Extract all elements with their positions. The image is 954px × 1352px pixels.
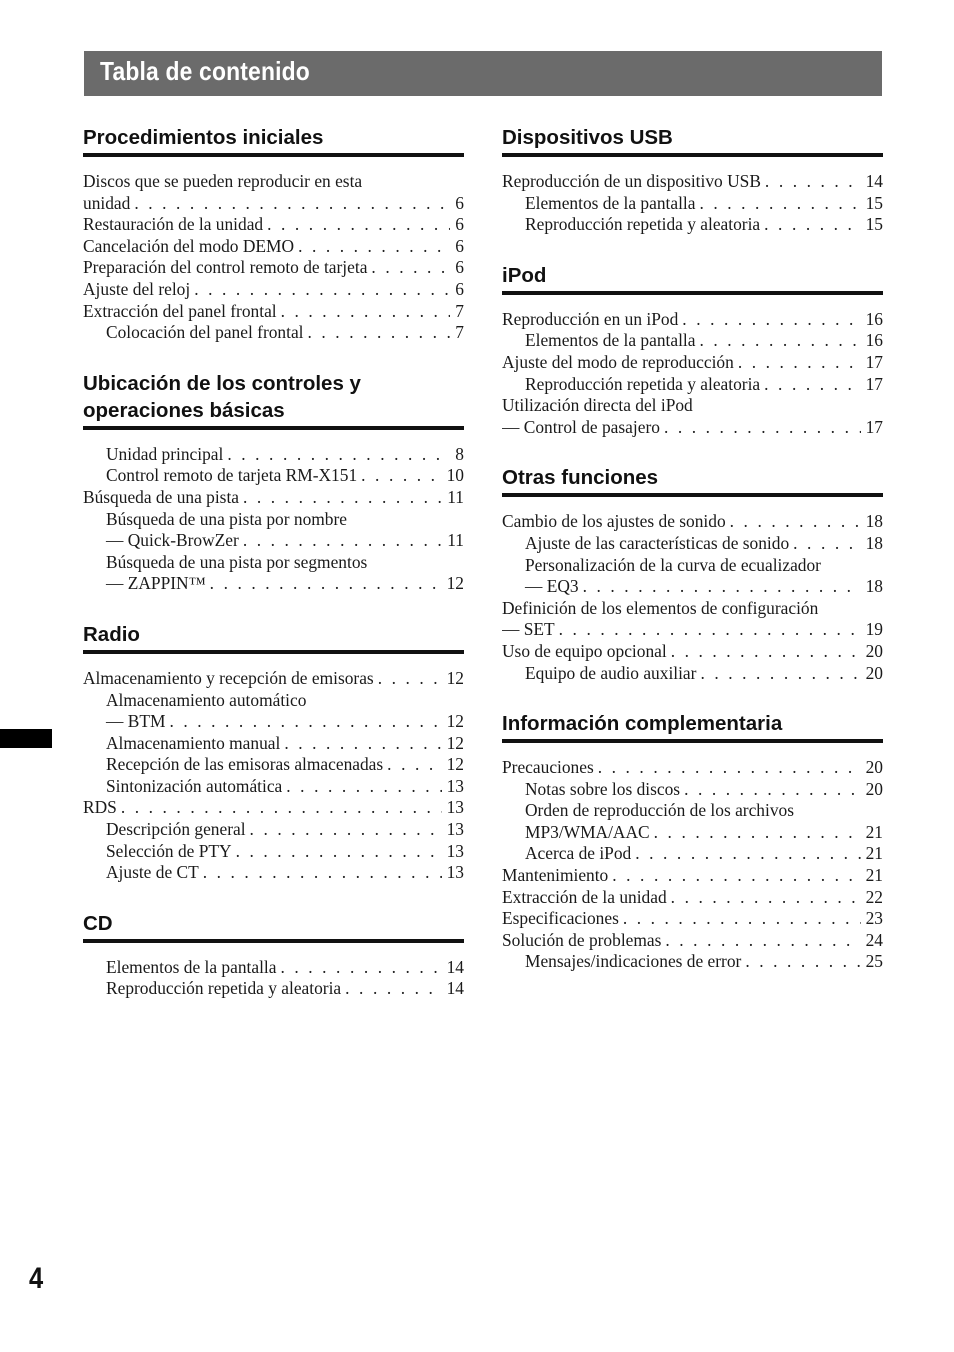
section-rule [83, 426, 464, 430]
toc-left-column [83, 124, 464, 1026]
toc-entry[interactable] [502, 641, 883, 663]
toc-entry-page: 19 [865, 619, 883, 640]
toc-entry-text: Orden de reproducción de los archivos [525, 800, 794, 821]
toc-entry[interactable] [83, 322, 464, 344]
dot-leader [371, 257, 450, 279]
page-title: Tabla de contenido [100, 56, 310, 86]
toc-entry-page: 14 [446, 956, 464, 977]
toc-entry-text: Utilización directa del iPod [502, 395, 693, 416]
toc-entry-text: Búsqueda de una pista por segmentos [106, 551, 368, 572]
toc-entry[interactable] [83, 444, 464, 466]
toc-entry[interactable] [502, 193, 883, 215]
toc-entry[interactable] [83, 552, 464, 574]
toc-entry[interactable] [83, 257, 464, 279]
toc-entry-page: 18 [865, 511, 883, 532]
toc-entry-text: Reproducción en un iPod [502, 308, 679, 329]
toc-section [502, 464, 883, 684]
dot-leader [267, 214, 450, 236]
dot-leader [699, 193, 860, 215]
toc-entry-text: Elementos de la pantalla [106, 956, 277, 977]
toc-entry[interactable] [83, 862, 464, 884]
dot-leader [654, 822, 861, 844]
section-rule [502, 153, 883, 157]
section-tab-marker [0, 729, 52, 748]
toc-entry[interactable] [502, 930, 883, 952]
toc-entry[interactable] [83, 487, 464, 509]
section-rule [83, 939, 464, 943]
toc-section [83, 370, 464, 595]
toc-section [502, 710, 883, 973]
toc-entry[interactable] [502, 663, 883, 685]
toc-entry-page: 15 [865, 192, 883, 213]
dot-leader [765, 171, 861, 193]
toc-entry-page: 12 [446, 573, 464, 594]
toc-entry-text: Colocación del panel frontal [106, 322, 304, 343]
toc-section [83, 124, 464, 344]
dot-leader [699, 330, 860, 352]
toc-entry-page: 21 [865, 843, 883, 864]
toc-entry[interactable] [502, 800, 883, 822]
dot-leader [169, 711, 441, 733]
toc-entry-text: — BTM [106, 711, 166, 732]
toc-entry-text: Precauciones [502, 757, 594, 778]
toc-entry[interactable] [83, 957, 464, 979]
toc-entry-page: 12 [446, 754, 464, 775]
toc-entry[interactable] [502, 352, 883, 374]
dot-leader [203, 862, 442, 884]
toc-entry-page: 16 [865, 308, 883, 329]
toc-entry-text: Reproducción de un dispositivo USB [502, 171, 761, 191]
dot-leader [134, 193, 450, 215]
toc-entry[interactable] [502, 330, 883, 352]
section-rule [83, 153, 464, 157]
toc-right-column [502, 124, 883, 999]
toc-entry-page: 13 [446, 862, 464, 883]
dot-leader [243, 530, 442, 552]
toc-entry-text: Ajuste de las características de sonido [525, 532, 790, 553]
toc-entry[interactable] [502, 171, 883, 193]
toc-entry-text: — SET [502, 619, 555, 640]
section-rule [502, 493, 883, 497]
toc-entry[interactable] [83, 733, 464, 755]
section-title: CD [83, 911, 113, 935]
toc-entry-text: Extracción de la unidad [502, 886, 667, 907]
dot-leader [682, 309, 860, 331]
toc-entry[interactable] [83, 711, 464, 733]
toc-entry-page: 20 [865, 662, 883, 683]
toc-entry[interactable] [83, 279, 464, 301]
toc-entry-page: 20 [865, 778, 883, 799]
toc-entry[interactable] [502, 214, 883, 236]
toc-entry[interactable] [83, 214, 464, 236]
dot-leader [280, 957, 441, 979]
dot-leader [194, 279, 450, 301]
toc-entry-page: 16 [865, 330, 883, 351]
dot-leader [793, 533, 860, 555]
toc-entry-text: — ZAPPIN™ [106, 573, 206, 594]
toc-entry-page: 6 [455, 192, 464, 213]
toc-entry-page: 25 [865, 951, 883, 972]
section-title: Información complementaria [502, 712, 783, 736]
toc-entry[interactable] [502, 822, 883, 844]
toc-entry-page: 10 [446, 465, 464, 486]
toc-entry-text: Ajuste del modo de reproducción [502, 351, 734, 372]
toc-entry[interactable] [83, 573, 464, 595]
toc-entry-page: 21 [865, 865, 883, 886]
dot-leader [210, 573, 442, 595]
toc-section [502, 262, 883, 439]
dot-leader [387, 754, 441, 776]
dot-leader [250, 819, 442, 841]
section-rule [83, 650, 464, 654]
toc-entry[interactable] [502, 555, 883, 577]
toc-entry-text: Reproducción repetida y aleatoria [106, 978, 342, 999]
toc-entry[interactable] [502, 908, 883, 930]
toc-entry-page: 12 [446, 667, 464, 688]
toc-entry[interactable] [83, 236, 464, 258]
toc-entry-text: Recepción de las emisoras almacenadas [106, 754, 384, 775]
toc-entry-page: 20 [865, 640, 883, 661]
toc-entry-page: 11 [447, 530, 464, 551]
dot-leader [671, 887, 861, 909]
toc-entry[interactable] [83, 819, 464, 841]
toc-entry-text: Almacenamiento manual [106, 732, 281, 753]
toc-entry-page: 6 [455, 235, 464, 256]
toc-entry-text: Extracción del panel frontal [83, 300, 277, 321]
dot-leader [700, 663, 860, 685]
toc-entry-text: Personalización de la curva de ecualizador [525, 554, 821, 575]
toc-entry-text: Almacenamiento y recepción de emisoras [83, 667, 374, 688]
toc-entry-text: — Control de pasajero [502, 416, 660, 437]
page-number: 4 [29, 1262, 44, 1295]
toc-entry-text: Reproducción repetida y aleatoria [525, 214, 761, 235]
toc-entry[interactable] [83, 171, 464, 193]
dot-leader [671, 641, 861, 663]
toc-entry-text: Ajuste de CT [106, 862, 199, 883]
toc-entry-text: Preparación del control remoto de tarjeta [83, 257, 368, 278]
toc-entry-text: Equipo de audio auxiliar [525, 662, 697, 683]
dot-leader [583, 576, 861, 598]
toc-entry-text: Elementos de la pantalla [525, 192, 696, 213]
toc-entry[interactable] [502, 757, 883, 779]
toc-entry-page: 18 [865, 576, 883, 597]
dot-leader [243, 487, 442, 509]
dot-leader [345, 978, 441, 1000]
toc-entry-page: 7 [455, 300, 464, 321]
toc-entry-text: unidad [83, 192, 131, 213]
dot-leader [635, 843, 860, 865]
toc-entry[interactable] [83, 193, 464, 215]
toc-entry[interactable] [502, 374, 883, 396]
dot-leader [730, 511, 861, 533]
dot-leader [745, 951, 860, 973]
dot-leader [284, 733, 441, 755]
toc-entry-text: Notas sobre los discos [525, 778, 681, 799]
toc-entry-text: — Quick-BrowZer [106, 530, 239, 551]
toc-entry-page: 6 [455, 257, 464, 278]
dot-leader [764, 214, 860, 236]
toc-entry-page: 18 [865, 532, 883, 553]
toc-entry-text: Restauración de la unidad [83, 214, 264, 235]
toc-entry-page: 17 [865, 373, 883, 394]
toc-entry[interactable] [83, 776, 464, 798]
toc-entry-page: 15 [865, 214, 883, 235]
toc-entry[interactable] [83, 841, 464, 863]
dot-leader [623, 908, 861, 930]
toc-entry-page: 13 [446, 775, 464, 796]
toc-entry-page: 13 [446, 797, 464, 818]
dot-leader [286, 776, 441, 798]
toc-entry[interactable] [502, 887, 883, 909]
dot-leader [378, 668, 442, 690]
toc-entry-text: Uso de equipo opcional [502, 640, 667, 661]
section-rule [502, 739, 883, 743]
toc-entry-text: Unidad principal [106, 443, 224, 464]
toc-entry-page: 13 [446, 840, 464, 861]
toc-entry-text: Mantenimiento [502, 865, 609, 886]
toc-entry[interactable] [502, 779, 883, 801]
toc-entry[interactable] [502, 576, 883, 598]
dot-leader [281, 301, 451, 323]
toc-entry-page: 6 [455, 214, 464, 235]
toc-entry-page: 17 [865, 351, 883, 372]
dot-leader [664, 417, 861, 439]
toc-entry-page: 11 [447, 486, 464, 507]
toc-entry-text: Sintonización automática [106, 775, 283, 796]
toc-entry[interactable] [502, 511, 883, 533]
toc-entry-page: 22 [865, 886, 883, 907]
section-rule [502, 291, 883, 295]
toc-entry-text: MP3/WMA/AAC [525, 821, 650, 842]
toc-entry[interactable] [83, 754, 464, 776]
toc-entry-text: Especificaciones [502, 908, 619, 929]
toc-entry-text: RDS [83, 797, 117, 818]
toc-entry-page: 17 [865, 416, 883, 437]
toc-entry[interactable] [83, 530, 464, 552]
title-banner [84, 51, 882, 96]
toc-entry-text: Mensajes/indicaciones de error [525, 951, 742, 972]
toc-entry-text: Búsqueda de una pista por nombre [106, 508, 347, 529]
dot-leader [598, 757, 861, 779]
toc-entry-page: 20 [865, 757, 883, 778]
dot-leader [612, 865, 860, 887]
toc-entry-text: Cambio de los ajustes de sonido [502, 511, 726, 532]
toc-entry-text: Búsqueda de una pista [83, 486, 239, 507]
section-title: Radio [83, 622, 140, 646]
toc-entry-page: 14 [865, 171, 883, 191]
toc-entry[interactable] [83, 668, 464, 690]
toc-entry-text: Descripción general [106, 819, 246, 840]
toc-entry[interactable] [83, 978, 464, 1000]
dot-leader [308, 322, 451, 344]
toc-entry-page: 7 [455, 322, 464, 343]
dot-leader [236, 841, 442, 863]
dot-leader [227, 444, 450, 466]
section-title: Otras funciones [502, 466, 659, 490]
toc-entry-text: Cancelación del modo DEMO [83, 235, 295, 256]
dot-leader [298, 236, 450, 258]
toc-entry-text: Acerca de iPod [525, 843, 632, 864]
toc-entry[interactable] [502, 865, 883, 887]
dot-leader [665, 930, 860, 952]
toc-entry[interactable] [502, 309, 883, 331]
toc-entry[interactable] [502, 619, 883, 641]
toc-entry-text: Solución de problemas [502, 929, 662, 950]
dot-leader [121, 797, 442, 819]
toc-entry-page: 6 [455, 278, 464, 299]
toc-entry[interactable] [502, 598, 883, 620]
section-title: iPod [502, 263, 547, 287]
toc-entry[interactable] [502, 951, 883, 973]
toc-entry-text: — EQ3 [525, 576, 579, 597]
toc-entry-text: Selección de PTY [106, 840, 232, 861]
toc-entry-text: Reproducción repetida y aleatoria [525, 373, 761, 394]
toc-entry[interactable] [502, 843, 883, 865]
toc-entry-text: Ajuste del reloj [83, 278, 191, 299]
toc-entry[interactable] [83, 690, 464, 712]
dot-leader [684, 779, 861, 801]
dot-leader [764, 374, 860, 396]
toc-entry-page: 12 [446, 732, 464, 753]
toc-entry-text: Elementos de la pantalla [525, 330, 696, 351]
toc-entry-page: 8 [455, 443, 464, 464]
toc-entry[interactable] [83, 465, 464, 487]
toc-entry[interactable] [502, 395, 883, 417]
toc-entry-page: 24 [865, 929, 883, 950]
toc-entry[interactable] [502, 533, 883, 555]
toc-section [502, 124, 883, 236]
toc-entry-page: 21 [865, 821, 883, 842]
section-title: Ubicación de los controles y operaciones básicas [83, 371, 361, 422]
toc-entry-text: Discos que se pueden reproducir en esta [83, 171, 363, 191]
toc-entry[interactable] [83, 509, 464, 531]
dot-leader [361, 465, 441, 487]
toc-section [83, 910, 464, 1000]
toc-entry-page: 14 [446, 978, 464, 999]
toc-entry-page: 13 [446, 819, 464, 840]
toc-entry-page: 23 [865, 908, 883, 929]
toc-entry[interactable] [502, 417, 883, 439]
toc-section [83, 621, 464, 884]
toc-entry-page: 12 [446, 711, 464, 732]
toc-entry-text: Almacenamiento automático [106, 689, 307, 710]
section-title: Procedimientos iniciales [83, 126, 324, 149]
toc-entry-text: Control remoto de tarjeta RM-X151 [106, 465, 358, 486]
dot-leader [738, 352, 861, 374]
section-title: Dispositivos USB [502, 126, 673, 149]
toc-entry[interactable] [83, 797, 464, 819]
dot-leader [559, 619, 861, 641]
toc-entry-text: Definición de los elementos de configuración [502, 597, 819, 618]
toc-entry[interactable] [83, 301, 464, 323]
